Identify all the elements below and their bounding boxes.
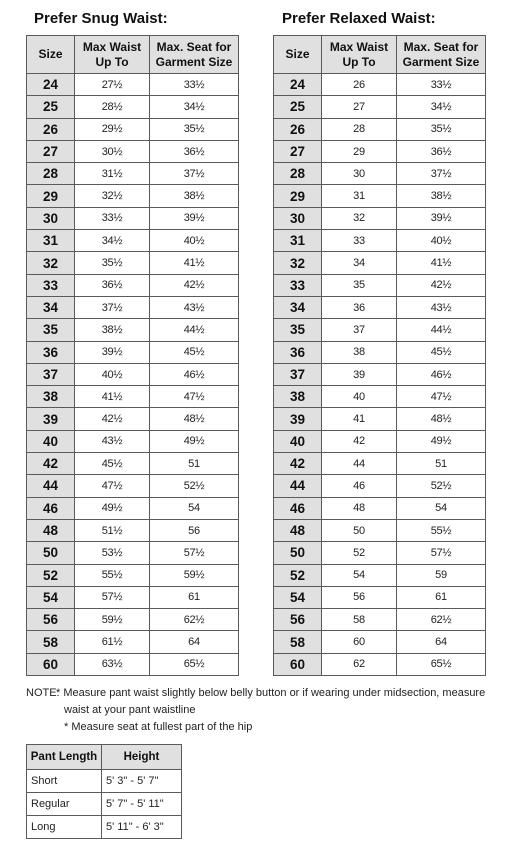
table-row [27, 519, 239, 541]
max-waist-cell: 60 [322, 631, 397, 653]
size-cell: 33 [274, 274, 322, 296]
size-cell: 34 [274, 296, 322, 318]
max-seat-cell: 42½ [397, 274, 486, 296]
size-cell: 26 [274, 118, 322, 140]
size-cell: 39 [274, 408, 322, 430]
max-seat-cell: 36½ [397, 140, 486, 162]
max-seat-cell: 62½ [397, 609, 486, 631]
size-cell: 28 [274, 163, 322, 185]
table-row [27, 609, 239, 631]
size-cell: 48 [274, 519, 322, 541]
max-seat-header: Max. Seat for Garment Size [150, 36, 239, 74]
table-row [27, 363, 239, 385]
max-seat-cell: 41½ [397, 252, 486, 274]
size-cell: 52 [27, 564, 75, 586]
size-cell: 38 [27, 386, 75, 408]
size-cell: 36 [274, 341, 322, 363]
max-seat-cell: 38½ [397, 185, 486, 207]
relaxed-waist-title: Prefer Relaxed Waist: [282, 10, 436, 27]
size-cell: 26 [27, 118, 75, 140]
max-waist-cell: 34 [322, 252, 397, 274]
max-seat-cell: 48½ [150, 408, 239, 430]
table-row [27, 386, 239, 408]
max-seat-cell: 62½ [150, 609, 239, 631]
size-cell: 60 [274, 653, 322, 675]
table-row [27, 319, 239, 341]
max-waist-cell: 29 [322, 140, 397, 162]
size-cell: 50 [274, 542, 322, 564]
table-row [27, 408, 239, 430]
max-seat-cell: 45½ [150, 341, 239, 363]
max-waist-cell: 51½ [75, 519, 150, 541]
size-cell: 25 [274, 96, 322, 118]
snug-waist-title: Prefer Snug Waist: [34, 10, 168, 27]
size-cell: 36 [27, 341, 75, 363]
size-cell: 37 [274, 363, 322, 385]
table-row [274, 140, 486, 162]
table-row [27, 230, 239, 252]
max-seat-cell: 61 [150, 586, 239, 608]
max-waist-cell: 59½ [75, 609, 150, 631]
max-waist-cell: 63½ [75, 653, 150, 675]
table-row [274, 274, 486, 296]
max-waist-cell: 33½ [75, 207, 150, 229]
size-cell: 35 [274, 319, 322, 341]
max-seat-cell: 39½ [150, 207, 239, 229]
size-cell: 40 [27, 430, 75, 452]
size-cell: 60 [27, 653, 75, 675]
table-row [274, 96, 486, 118]
max-waist-cell: 47½ [75, 475, 150, 497]
max-waist-cell: 55½ [75, 564, 150, 586]
max-waist-cell: 42 [322, 430, 397, 452]
max-seat-cell: 54 [397, 497, 486, 519]
table-row [274, 185, 486, 207]
table-row [27, 430, 239, 452]
table-row [27, 185, 239, 207]
table-row [274, 430, 486, 452]
max-waist-cell: 39 [322, 363, 397, 385]
max-seat-cell: 33½ [397, 74, 486, 96]
table-row [274, 653, 486, 675]
max-waist-cell: 31 [322, 185, 397, 207]
height-cell: 5' 7" - 5' 11" [102, 793, 182, 816]
max-seat-cell: 51 [150, 453, 239, 475]
size-cell: 32 [27, 252, 75, 274]
size-cell: 42 [27, 453, 75, 475]
max-waist-cell: 36½ [75, 274, 150, 296]
max-seat-cell: 65½ [397, 653, 486, 675]
table-row [27, 542, 239, 564]
size-cell: 58 [274, 631, 322, 653]
max-waist-cell: 35½ [75, 252, 150, 274]
table-row [274, 207, 486, 229]
max-waist-cell: 62 [322, 653, 397, 675]
table-row [27, 140, 239, 162]
size-cell: 37 [27, 363, 75, 385]
size-cell: 30 [274, 207, 322, 229]
max-seat-cell: 34½ [397, 96, 486, 118]
size-cell: 24 [274, 74, 322, 96]
table-row [27, 96, 239, 118]
note-label: NOTE: [26, 687, 60, 699]
table-row [274, 453, 486, 475]
max-waist-cell: 38 [322, 341, 397, 363]
table-row [27, 341, 239, 363]
notes-section [26, 685, 506, 736]
note-waist [26, 685, 506, 719]
max-seat-cell: 44½ [150, 319, 239, 341]
size-cell: 28 [27, 163, 75, 185]
max-seat-cell: 42½ [150, 274, 239, 296]
size-cell: 56 [274, 609, 322, 631]
max-seat-cell: 52½ [150, 475, 239, 497]
size-cell: 54 [274, 586, 322, 608]
max-seat-cell: 40½ [397, 230, 486, 252]
max-waist-cell: 33 [322, 230, 397, 252]
max-seat-cell: 43½ [150, 296, 239, 318]
note-seat [26, 719, 506, 736]
max-waist-cell: 50 [322, 519, 397, 541]
max-seat-cell: 45½ [397, 341, 486, 363]
max-seat-cell: 34½ [150, 96, 239, 118]
table-row [27, 252, 239, 274]
table-row [27, 274, 239, 296]
table-row [274, 118, 486, 140]
max-seat-header: Max. Seat for Garment Size [397, 36, 486, 74]
max-seat-cell: 41½ [150, 252, 239, 274]
size-cell: 44 [27, 475, 75, 497]
pant-length-header: Pant Length [27, 745, 102, 770]
max-seat-cell: 47½ [150, 386, 239, 408]
max-waist-cell: 56 [322, 586, 397, 608]
max-waist-cell: 61½ [75, 631, 150, 653]
table-row [27, 118, 239, 140]
max-seat-cell: 57½ [150, 542, 239, 564]
pant-length-cell: Long [27, 816, 102, 839]
max-waist-cell: 30 [322, 163, 397, 185]
snug-size-table [26, 35, 239, 676]
max-seat-cell: 64 [150, 631, 239, 653]
max-seat-cell: 33½ [150, 74, 239, 96]
table-row [27, 453, 239, 475]
size-cell: 31 [274, 230, 322, 252]
max-waist-cell: 45½ [75, 453, 150, 475]
max-seat-cell: 65½ [150, 653, 239, 675]
size-cell: 52 [274, 564, 322, 586]
max-waist-cell: 38½ [75, 319, 150, 341]
size-cell: 25 [27, 96, 75, 118]
size-cell: 32 [274, 252, 322, 274]
size-cell: 39 [27, 408, 75, 430]
table-row [27, 296, 239, 318]
max-seat-cell: 59 [397, 564, 486, 586]
max-seat-cell: 47½ [397, 386, 486, 408]
max-waist-cell: 52 [322, 542, 397, 564]
table-row [274, 631, 486, 653]
size-header: Size [27, 36, 75, 74]
max-waist-cell: 27½ [75, 74, 150, 96]
note-seat-text: * Measure seat at fullest part of the hip [64, 721, 253, 733]
max-waist-cell: 53½ [75, 542, 150, 564]
table-row [274, 519, 486, 541]
table-header-row [27, 745, 182, 770]
size-cell: 31 [27, 230, 75, 252]
max-waist-cell: 41 [322, 408, 397, 430]
height-cell: 5' 11" - 6' 3" [102, 816, 182, 839]
size-cell: 46 [27, 497, 75, 519]
max-seat-cell: 56 [150, 519, 239, 541]
max-waist-cell: 30½ [75, 140, 150, 162]
max-seat-cell: 49½ [150, 430, 239, 452]
max-seat-cell: 52½ [397, 475, 486, 497]
size-cell: 34 [27, 296, 75, 318]
max-seat-cell: 55½ [397, 519, 486, 541]
max-seat-cell: 48½ [397, 408, 486, 430]
max-waist-cell: 35 [322, 274, 397, 296]
max-waist-cell: 44 [322, 453, 397, 475]
table-row [27, 816, 182, 839]
table-row [274, 386, 486, 408]
max-seat-cell: 35½ [397, 118, 486, 140]
size-cell: 58 [27, 631, 75, 653]
size-cell: 30 [27, 207, 75, 229]
max-seat-cell: 40½ [150, 230, 239, 252]
max-seat-cell: 36½ [150, 140, 239, 162]
max-waist-cell: 40 [322, 386, 397, 408]
size-cell: 38 [274, 386, 322, 408]
max-seat-cell: 57½ [397, 542, 486, 564]
table-row [274, 163, 486, 185]
max-seat-cell: 44½ [397, 319, 486, 341]
size-cell: 33 [27, 274, 75, 296]
max-seat-cell: 49½ [397, 430, 486, 452]
size-cell: 24 [27, 74, 75, 96]
max-seat-cell: 64 [397, 631, 486, 653]
note-waist-text: * Measure pant waist slightly below belly button or if wearing under midsection, measure waist at your pant waistline [56, 687, 486, 716]
table-row [274, 586, 486, 608]
table-row [274, 296, 486, 318]
max-seat-cell: 59½ [150, 564, 239, 586]
max-waist-cell: 49½ [75, 497, 150, 519]
size-cell: 35 [27, 319, 75, 341]
max-waist-cell: 42½ [75, 408, 150, 430]
height-cell: 5' 3" - 5' 7" [102, 770, 182, 793]
max-waist-cell: 39½ [75, 341, 150, 363]
size-cell: 29 [27, 185, 75, 207]
table-header-row [27, 36, 239, 74]
table-row [274, 252, 486, 274]
size-cell: 50 [27, 542, 75, 564]
table-row [274, 564, 486, 586]
table-row [274, 542, 486, 564]
table-row [27, 207, 239, 229]
table-row [274, 497, 486, 519]
size-cell: 40 [274, 430, 322, 452]
table-row [27, 564, 239, 586]
max-waist-cell: 26 [322, 74, 397, 96]
max-waist-cell: 29½ [75, 118, 150, 140]
size-header: Size [274, 36, 322, 74]
table-row [27, 163, 239, 185]
pant-length-cell: Short [27, 770, 102, 793]
max-seat-cell: 46½ [150, 363, 239, 385]
max-waist-cell: 34½ [75, 230, 150, 252]
table-row [27, 770, 182, 793]
max-seat-cell: 46½ [397, 363, 486, 385]
max-seat-cell: 38½ [150, 185, 239, 207]
table-row [27, 497, 239, 519]
max-waist-cell: 37 [322, 319, 397, 341]
max-waist-cell: 41½ [75, 386, 150, 408]
table-row [274, 341, 486, 363]
size-cell: 56 [27, 609, 75, 631]
size-cell: 44 [274, 475, 322, 497]
table-row [274, 475, 486, 497]
table-row [27, 475, 239, 497]
max-waist-cell: 37½ [75, 296, 150, 318]
table-row [274, 408, 486, 430]
table-header-row [274, 36, 486, 74]
max-seat-cell: 37½ [150, 163, 239, 185]
size-cell: 48 [27, 519, 75, 541]
pant-length-table [26, 744, 182, 839]
size-cell: 27 [27, 140, 75, 162]
pant-length-cell: Regular [27, 793, 102, 816]
max-waist-cell: 27 [322, 96, 397, 118]
table-row [27, 793, 182, 816]
max-waist-cell: 46 [322, 475, 397, 497]
size-cell: 29 [274, 185, 322, 207]
max-seat-cell: 37½ [397, 163, 486, 185]
max-waist-cell: 58 [322, 609, 397, 631]
table-row [274, 230, 486, 252]
max-waist-header: Max Waist Up To [322, 36, 397, 74]
max-seat-cell: 54 [150, 497, 239, 519]
size-cell: 46 [274, 497, 322, 519]
table-row [274, 363, 486, 385]
table-row [27, 74, 239, 96]
max-waist-cell: 36 [322, 296, 397, 318]
max-waist-cell: 48 [322, 497, 397, 519]
table-row [274, 74, 486, 96]
max-waist-cell: 32½ [75, 185, 150, 207]
height-header: Height [102, 745, 182, 770]
max-waist-header: Max Waist Up To [75, 36, 150, 74]
max-waist-cell: 28 [322, 118, 397, 140]
max-waist-cell: 57½ [75, 586, 150, 608]
max-waist-cell: 54 [322, 564, 397, 586]
max-seat-cell: 61 [397, 586, 486, 608]
max-seat-cell: 35½ [150, 118, 239, 140]
relaxed-size-table [273, 35, 486, 676]
max-waist-cell: 28½ [75, 96, 150, 118]
max-seat-cell: 39½ [397, 207, 486, 229]
size-cell: 54 [27, 586, 75, 608]
table-row [274, 609, 486, 631]
table-row [27, 631, 239, 653]
max-waist-cell: 43½ [75, 430, 150, 452]
max-waist-cell: 40½ [75, 363, 150, 385]
max-seat-cell: 51 [397, 453, 486, 475]
max-waist-cell: 32 [322, 207, 397, 229]
size-cell: 42 [274, 453, 322, 475]
max-seat-cell: 43½ [397, 296, 486, 318]
table-row [27, 586, 239, 608]
size-cell: 27 [274, 140, 322, 162]
max-waist-cell: 31½ [75, 163, 150, 185]
table-row [27, 653, 239, 675]
table-row [274, 319, 486, 341]
